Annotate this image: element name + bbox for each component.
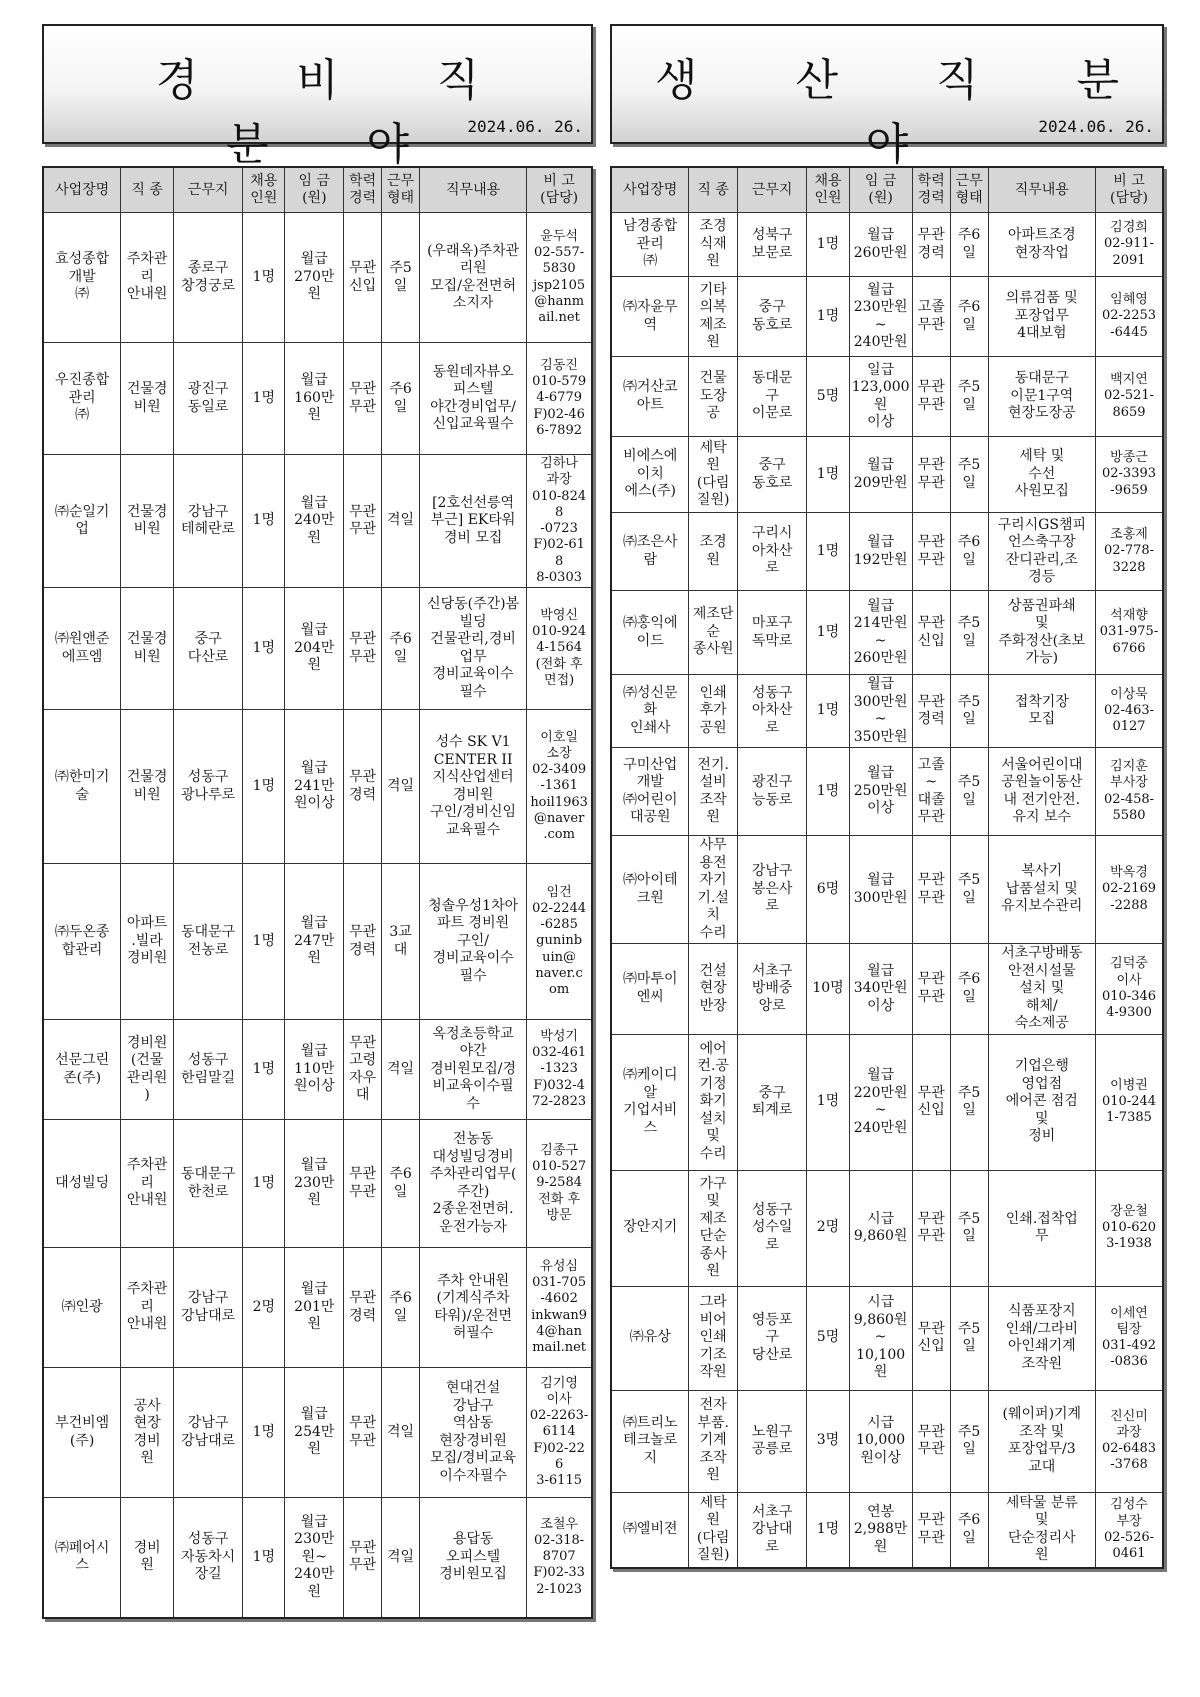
job-description-cell: 의류검품 및 포장업무 4대보험 xyxy=(988,277,1095,357)
work-shift-cell: 주5 일 xyxy=(382,213,420,343)
hire-count-cell: 1명 xyxy=(243,343,285,455)
job-description-cell: 서울어린이대 공원놀이동산 내 전기안전. 유지 보수 xyxy=(988,748,1095,836)
wage-cell: 월급 260만원 xyxy=(849,213,912,277)
work-location-cell: 영등포 구 당산로 xyxy=(737,1286,807,1390)
job-type-cell: 사무 용전 자기 기.설 치 수리 xyxy=(689,836,737,944)
company-name-cell: ㈜엘비젼 xyxy=(611,1492,689,1568)
table-row xyxy=(611,277,1163,357)
job-type-cell: 에어 컨.공 기정 화기 설치 및 수리 xyxy=(689,1034,737,1170)
wage-cell: 월급 240만 원 xyxy=(285,455,344,588)
company-name-cell: 우진종합 관리 ㈜ xyxy=(43,343,121,455)
security-date: 2024.06. 26. xyxy=(467,117,583,136)
column-header-hire-count: 채용 인원 xyxy=(243,167,285,213)
education-experience-cell: 무관 경력 xyxy=(344,864,382,1020)
job-type-cell: 인쇄 후가 공원 xyxy=(689,675,737,748)
work-shift-cell: 주5 일 xyxy=(950,1286,988,1390)
company-name-cell: ㈜조은사 람 xyxy=(611,513,689,591)
job-description-cell: 전농동 대성빌딩경비 주차관리업무( 주간) 2종운전면허. 운전가능자 xyxy=(419,1120,526,1248)
job-description-cell: 서초구방배동 안전시설물 설치 및 해체/ 숙소제공 xyxy=(988,944,1095,1035)
contact-info-cell: 박옥경 02-2169 -2288 xyxy=(1096,836,1163,944)
education-experience-cell: 무관 무관 xyxy=(912,513,950,591)
table-row xyxy=(611,1286,1163,1390)
job-type-cell: 건설 현장 반장 xyxy=(689,944,737,1035)
work-location-cell: 동대문구 한천로 xyxy=(173,1120,242,1248)
company-name-cell: ㈜순일기 업 xyxy=(43,455,121,588)
wage-cell: 월급 230만 원 xyxy=(285,1120,344,1248)
table-row xyxy=(43,343,592,455)
column-header-company-name: 사업장명 xyxy=(43,167,121,213)
education-experience-cell: 무관 무관 xyxy=(344,1120,382,1248)
work-location-cell: 노원구 공릉로 xyxy=(737,1390,807,1492)
work-shift-cell: 주6 일 xyxy=(950,944,988,1035)
wage-cell: 월급 220만원 ~ 240만원 xyxy=(849,1034,912,1170)
work-shift-cell: 주5 일 xyxy=(950,675,988,748)
table-row xyxy=(611,357,1163,437)
education-experience-cell: 무관 경력 xyxy=(912,675,950,748)
security-title-box xyxy=(42,24,593,170)
contact-info-cell: 김지훈 부사장 02-458- 5580 xyxy=(1096,748,1163,836)
company-name-cell: ㈜유상 xyxy=(611,1286,689,1390)
wage-cell: 월급 214만원 ~ 260만원 xyxy=(849,591,912,675)
hire-count-cell: 1명 xyxy=(807,437,849,513)
work-shift-cell: 주6 일 xyxy=(950,213,988,277)
work-shift-cell: 주5 일 xyxy=(950,836,988,944)
table-row xyxy=(43,1498,592,1618)
company-name-cell: ㈜마투이 엔씨 xyxy=(611,944,689,1035)
work-location-cell: 동대문 구 이문로 xyxy=(737,357,807,437)
hire-count-cell: 2명 xyxy=(807,1170,849,1286)
job-description-cell: 구리시GS챔피 언스축구장 잔디관리,조 경등 xyxy=(988,513,1095,591)
job-type-cell: 제조단 순 종사원 xyxy=(689,591,737,675)
table-row xyxy=(43,1120,592,1248)
job-type-cell: 기타 의복 제조 원 xyxy=(689,277,737,357)
column-header-wage: 임 금 (원) xyxy=(849,167,912,213)
table-row xyxy=(43,1368,592,1498)
table-row xyxy=(611,213,1163,277)
job-description-cell: 옥정초등학교 야간 경비원모집/경 비교육이수필 수 xyxy=(419,1020,526,1120)
work-shift-cell: 격일 xyxy=(382,1368,420,1498)
job-description-cell: 청솔우성1차아 파트 경비원 구인/ 경비교육이수 필수 xyxy=(419,864,526,1020)
wage-cell: 월급 250만원 이상 xyxy=(849,748,912,836)
table-row xyxy=(43,710,592,864)
job-type-cell: 건물 도장 공 xyxy=(689,357,737,437)
job-type-cell: 전기. 설비 조작 원 xyxy=(689,748,737,836)
table-row xyxy=(611,1170,1163,1286)
hire-count-cell: 1명 xyxy=(243,710,285,864)
company-name-cell: ㈜인광 xyxy=(43,1248,121,1368)
hire-count-cell: 5명 xyxy=(807,1286,849,1390)
company-name-cell: 선문그린 존(주) xyxy=(43,1020,121,1120)
education-experience-cell: 무관 무관 xyxy=(912,357,950,437)
wage-cell: 월급 270만 원 xyxy=(285,213,344,343)
job-description-cell: 기업은행 영업점 에어콘 점검 및 정비 xyxy=(988,1034,1095,1170)
job-type-cell: 세탁 원 (다림 질원) xyxy=(689,437,737,513)
contact-info-cell: 이상묵 02-463- 0127 xyxy=(1096,675,1163,748)
work-location-cell: 성동구 광나루로 xyxy=(173,710,242,864)
work-shift-cell: 3교 대 xyxy=(382,864,420,1020)
column-header-company-name: 사업장명 xyxy=(611,167,689,213)
work-shift-cell: 주6 일 xyxy=(382,1120,420,1248)
job-type-cell: 주차관 리 안내원 xyxy=(121,213,174,343)
company-name-cell: 효성종합 개발 ㈜ xyxy=(43,213,121,343)
contact-info-cell: 방종근 02-3393 -9659 xyxy=(1096,437,1163,513)
contact-info-cell: 김경희 02-911- 2091 xyxy=(1096,213,1163,277)
table-row xyxy=(611,836,1163,944)
education-experience-cell: 무관 경력 xyxy=(344,710,382,864)
contact-info-cell: 백지연 02-521- 8659 xyxy=(1096,357,1163,437)
hire-count-cell: 3명 xyxy=(807,1390,849,1492)
work-shift-cell: 주5 일 xyxy=(950,748,988,836)
table-row xyxy=(611,1390,1163,1492)
column-header-work-location: 근무지 xyxy=(173,167,242,213)
column-header-contact-info: 비 고 (담당) xyxy=(527,167,592,213)
company-name-cell: ㈜홍익에 이드 xyxy=(611,591,689,675)
table-row xyxy=(43,864,592,1020)
job-description-cell: 성수 SK V1 CENTER II 지식산업센터 경비원 구인/경비신임 교육필수 xyxy=(419,710,526,864)
work-location-cell: 성동구 성수일 로 xyxy=(737,1170,807,1286)
work-location-cell: 강남구 테헤란로 xyxy=(173,455,242,588)
column-header-work-shift: 근무 형태 xyxy=(950,167,988,213)
job-type-cell: 건물경 비원 xyxy=(121,588,174,710)
work-location-cell: 동대문구 전농로 xyxy=(173,864,242,1020)
work-location-cell: 성동구 자동차시 장길 xyxy=(173,1498,242,1618)
company-name-cell: 구미산업 개발 ㈜어린이 대공원 xyxy=(611,748,689,836)
education-experience-cell: 무관 무관 xyxy=(344,343,382,455)
wage-cell: 일급 123,000 원 이상 xyxy=(849,357,912,437)
job-type-cell: 조경 원 xyxy=(689,513,737,591)
contact-info-cell: 조철우 02-318- 8707 F)02-33 2-1023 xyxy=(527,1498,592,1618)
education-experience-cell: 고졸 ~ 대졸 무관 xyxy=(912,748,950,836)
work-shift-cell: 격일 xyxy=(382,455,420,588)
job-type-cell: 경비 원 xyxy=(121,1498,174,1618)
company-name-cell: 대성빌딩 xyxy=(43,1120,121,1248)
company-name-cell: ㈜한미기 술 xyxy=(43,710,121,864)
hire-count-cell: 1명 xyxy=(243,1368,285,1498)
company-name-cell: ㈜케이디 알 기업서비 스 xyxy=(611,1034,689,1170)
production-jobs-panel xyxy=(610,24,1164,1569)
column-header-work-shift: 근무 형태 xyxy=(382,167,420,213)
work-location-cell: 강남구 강남대로 xyxy=(173,1248,242,1368)
contact-info-cell: 유성심 031-705 -4602 inkwan9 4@han mail.net xyxy=(527,1248,592,1368)
wage-cell: 월급 254만 원 xyxy=(285,1368,344,1498)
wage-cell: 시급 10,000 원이상 xyxy=(849,1390,912,1492)
education-experience-cell: 무관 고령 자우 대 xyxy=(344,1020,382,1120)
contact-info-cell: 진신미 과장 02-6483 -3768 xyxy=(1096,1390,1163,1492)
work-location-cell: 서초구 방배중 앙로 xyxy=(737,944,807,1035)
company-name-cell: ㈜자윤무 역 xyxy=(611,277,689,357)
education-experience-cell: 무관 무관 xyxy=(344,588,382,710)
job-description-cell: (웨이퍼)기계 조작 및 포장업무/3 교대 xyxy=(988,1390,1095,1492)
contact-info-cell: 김종구 010-527 9-2584 전화 후 방문 xyxy=(527,1120,592,1248)
hire-count-cell: 1명 xyxy=(243,588,285,710)
work-location-cell: 중구 동호로 xyxy=(737,277,807,357)
education-experience-cell: 무관 무관 xyxy=(344,1368,382,1498)
job-description-cell: 현대건설 강남구 역삼동 현장경비원 모집/경비교육 이수자필수 xyxy=(419,1368,526,1498)
wage-cell: 월급 110만 원이상 xyxy=(285,1020,344,1120)
wage-cell: 월급 201만 원 xyxy=(285,1248,344,1368)
table-row xyxy=(611,748,1163,836)
table-row xyxy=(43,1248,592,1368)
contact-info-cell: 조홍제 02-778- 3228 xyxy=(1096,513,1163,591)
job-type-cell: 전자 부품. 기계 조작 원 xyxy=(689,1390,737,1492)
job-type-cell: 건물경 비원 xyxy=(121,710,174,864)
work-shift-cell: 주6 일 xyxy=(382,343,420,455)
work-location-cell: 광진구 능동로 xyxy=(737,748,807,836)
company-name-cell: ㈜원앤준 에프엠 xyxy=(43,588,121,710)
job-type-cell: 공사 현장 경비 원 xyxy=(121,1368,174,1498)
hire-count-cell: 1명 xyxy=(807,748,849,836)
company-name-cell: 부건비엠 (주) xyxy=(43,1368,121,1498)
contact-info-cell: 김동진 010-579 4-6779 F)02-46 6-7892 xyxy=(527,343,592,455)
contact-info-cell: 석재향 031-975- 6766 xyxy=(1096,591,1163,675)
wage-cell: 월급 204만 원 xyxy=(285,588,344,710)
wage-cell: 시급 9,860원 xyxy=(849,1170,912,1286)
education-experience-cell: 무관 무관 xyxy=(912,1390,950,1492)
work-location-cell: 종로구 창경궁로 xyxy=(173,213,242,343)
job-description-cell: 복사기 납품설치 및 유지보수관리 xyxy=(988,836,1095,944)
work-location-cell: 중구 퇴계로 xyxy=(737,1034,807,1170)
work-shift-cell: 주6 일 xyxy=(382,588,420,710)
security-jobs-panel xyxy=(42,24,593,1619)
hire-count-cell: 1명 xyxy=(807,675,849,748)
work-shift-cell: 주5 일 xyxy=(950,1390,988,1492)
education-experience-cell: 무관 무관 xyxy=(912,1492,950,1568)
table-row xyxy=(611,944,1163,1035)
table-row xyxy=(611,591,1163,675)
company-name-cell: ㈜거산코 아트 xyxy=(611,357,689,437)
table-row xyxy=(611,675,1163,748)
security-header-row xyxy=(43,167,592,213)
job-description-cell: 아파트조경 현장작업 xyxy=(988,213,1095,277)
wage-cell: 월급 300만원 xyxy=(849,836,912,944)
education-experience-cell: 무관 무관 xyxy=(912,437,950,513)
wage-cell: 월급 241만 원이상 xyxy=(285,710,344,864)
work-location-cell: 광진구 동일로 xyxy=(173,343,242,455)
work-shift-cell: 주6 일 xyxy=(950,513,988,591)
column-header-work-location: 근무지 xyxy=(737,167,807,213)
column-header-education-experience: 학력 경력 xyxy=(912,167,950,213)
work-shift-cell: 주6 일 xyxy=(950,277,988,357)
contact-info-cell: 이세연 팀장 031-492 -0836 xyxy=(1096,1286,1163,1390)
wage-cell: 월급 209만원 xyxy=(849,437,912,513)
work-location-cell: 중구 동호로 xyxy=(737,437,807,513)
hire-count-cell: 1명 xyxy=(243,213,285,343)
column-header-job-description: 직무내용 xyxy=(419,167,526,213)
job-type-cell: 아파트 .빌라 경비원 xyxy=(121,864,174,1020)
hire-count-cell: 10명 xyxy=(807,944,849,1035)
column-header-wage: 임 금 (원) xyxy=(285,167,344,213)
hire-count-cell: 1명 xyxy=(243,1498,285,1618)
job-description-cell: 동원데자뷰오 피스텔 야간경비업무/ 신입교육필수 xyxy=(419,343,526,455)
wage-cell: 월급 247만 원 xyxy=(285,864,344,1020)
job-description-cell: [2호선선릉역 부근] EK타워 경비 모집 xyxy=(419,455,526,588)
work-location-cell: 성동구 한림말길 xyxy=(173,1020,242,1120)
table-row xyxy=(43,455,592,588)
work-shift-cell: 주5 일 xyxy=(950,357,988,437)
security-jobs-table xyxy=(42,166,593,1619)
hire-count-cell: 1명 xyxy=(243,864,285,1020)
company-name-cell: ㈜두온종 합관리 xyxy=(43,864,121,1020)
contact-info-cell: 김기영 이사 02-2263- 6114 F)02-226 3-6115 xyxy=(527,1368,592,1498)
job-description-cell: 용답동 오피스텔 경비원모집 xyxy=(419,1498,526,1618)
wage-cell: 연봉 2,988만 원 xyxy=(849,1492,912,1568)
work-location-cell: 구리시 아차산 로 xyxy=(737,513,807,591)
column-header-hire-count: 채용 인원 xyxy=(807,167,849,213)
contact-info-cell: 김성수 부장 02-526- 0461 xyxy=(1096,1492,1163,1568)
contact-info-cell: 김덕중 이사 010-346 4-9300 xyxy=(1096,944,1163,1035)
job-type-cell: 건물경 비원 xyxy=(121,455,174,588)
work-location-cell: 서초구 강남대 로 xyxy=(737,1492,807,1568)
work-shift-cell: 주5 일 xyxy=(950,591,988,675)
company-name-cell: ㈜아이테 크원 xyxy=(611,836,689,944)
column-header-job-type: 직 종 xyxy=(121,167,174,213)
work-shift-cell: 격일 xyxy=(382,1020,420,1120)
education-experience-cell: 무관 신입 xyxy=(344,213,382,343)
table-row xyxy=(611,1034,1163,1170)
job-description-cell: 세탁 및 수선 사원모집 xyxy=(988,437,1095,513)
job-description-cell: 접착기장 모집 xyxy=(988,675,1095,748)
job-description-cell: 상품권파쇄 및 주화정산(초보 가능) xyxy=(988,591,1095,675)
job-type-cell: 건물경 비원 xyxy=(121,343,174,455)
production-jobs-table xyxy=(610,166,1164,1569)
contact-info-cell: 이호일 소장 02-3409 -1361 hoil1963 @naver .com xyxy=(527,710,592,864)
work-shift-cell: 주6 일 xyxy=(382,1248,420,1368)
education-experience-cell: 무관 신입 xyxy=(912,591,950,675)
job-description-cell: (우래옥)주차관 리원 모집/운전면허 소지자 xyxy=(419,213,526,343)
table-row xyxy=(43,588,592,710)
work-location-cell: 마포구 독막로 xyxy=(737,591,807,675)
contact-info-cell: 윤두석 02-557- 5830 jsp2105 @hanm ail.net xyxy=(527,213,592,343)
education-experience-cell: 무관 경력 xyxy=(912,213,950,277)
education-experience-cell: 무관 경력 xyxy=(344,1248,382,1368)
table-row xyxy=(611,513,1163,591)
hire-count-cell: 6명 xyxy=(807,836,849,944)
job-description-cell: 식품포장지 인쇄/그라비 아인쇄기계 조작원 xyxy=(988,1286,1095,1390)
production-title-box xyxy=(610,24,1164,170)
job-type-cell: 주차관 리 안내원 xyxy=(121,1248,174,1368)
job-description-cell: 신당동(주간)봄 빌딩 건물관리,경비 업무 경비교육이수 필수 xyxy=(419,588,526,710)
job-type-cell: 세탁 원 (다림 질원) xyxy=(689,1492,737,1568)
education-experience-cell: 무관 신입 xyxy=(912,1286,950,1390)
wage-cell: 월급 340만원 이상 xyxy=(849,944,912,1035)
production-section-title: 생 산 직 분 야 xyxy=(655,55,1161,170)
column-header-contact-info: 비 고 (담당) xyxy=(1096,167,1163,213)
contact-info-cell: 김하나 과장 010-8248 -0723 F)02-618 8-0303 xyxy=(527,455,592,588)
table-row xyxy=(43,213,592,343)
job-type-cell: 경비원 (건물 관리원 ) xyxy=(121,1020,174,1120)
contact-info-cell: 박성기 032-461 -1323 F)032-4 72-2823 xyxy=(527,1020,592,1120)
table-row xyxy=(611,1492,1163,1568)
education-experience-cell: 무관 무관 xyxy=(344,1498,382,1618)
education-experience-cell: 무관 무관 xyxy=(912,836,950,944)
work-shift-cell: 주6 일 xyxy=(950,1492,988,1568)
hire-count-cell: 1명 xyxy=(243,455,285,588)
production-header-row xyxy=(611,167,1163,213)
company-name-cell: 남경종합 관리 ㈜ xyxy=(611,213,689,277)
wage-cell: 월급 230만 원~ 240만 원 xyxy=(285,1498,344,1618)
job-type-cell: 가구 및 제조 단순 종사 원 xyxy=(689,1170,737,1286)
hire-count-cell: 1명 xyxy=(243,1120,285,1248)
hire-count-cell: 1명 xyxy=(807,277,849,357)
job-type-cell: 조경 식재 원 xyxy=(689,213,737,277)
education-experience-cell: 무관 신입 xyxy=(912,1034,950,1170)
work-location-cell: 강남구 봉은사 로 xyxy=(737,836,807,944)
work-location-cell: 강남구 강남대로 xyxy=(173,1368,242,1498)
company-name-cell: 비에스에 이치 에스(주) xyxy=(611,437,689,513)
company-name-cell: 장안지기 xyxy=(611,1170,689,1286)
contact-info-cell: 장운철 010-620 3-1938 xyxy=(1096,1170,1163,1286)
company-name-cell: ㈜트리노 테크놀로 지 xyxy=(611,1390,689,1492)
hire-count-cell: 5명 xyxy=(807,357,849,437)
contact-info-cell: 임혜영 02-2253 -6445 xyxy=(1096,277,1163,357)
production-date: 2024.06. 26. xyxy=(1038,117,1154,136)
contact-info-cell: 이병권 010-244 1-7385 xyxy=(1096,1034,1163,1170)
hire-count-cell: 1명 xyxy=(243,1020,285,1120)
hire-count-cell: 1명 xyxy=(807,213,849,277)
hire-count-cell: 1명 xyxy=(807,591,849,675)
job-description-cell: 동대문구 이문1구역 현장도장공 xyxy=(988,357,1095,437)
hire-count-cell: 1명 xyxy=(807,513,849,591)
contact-info-cell: 박영신 010-924 4-1564 (전화 후 면접) xyxy=(527,588,592,710)
column-header-education-experience: 학력 경력 xyxy=(344,167,382,213)
table-row xyxy=(43,1020,592,1120)
work-shift-cell: 주5 일 xyxy=(950,1170,988,1286)
education-experience-cell: 무관 무관 xyxy=(912,1170,950,1286)
job-description-cell: 주차 안내원 (기계식주차 타워)/운전면 허필수 xyxy=(419,1248,526,1368)
hire-count-cell: 1명 xyxy=(807,1492,849,1568)
education-experience-cell: 무관 무관 xyxy=(912,944,950,1035)
work-location-cell: 중구 다산로 xyxy=(173,588,242,710)
work-location-cell: 성북구 보문로 xyxy=(737,213,807,277)
column-header-job-description: 직무내용 xyxy=(988,167,1095,213)
education-experience-cell: 고졸 무관 xyxy=(912,277,950,357)
job-description-cell: 인쇄.접착업 무 xyxy=(988,1170,1095,1286)
job-description-cell: 세탁물 분류 및 단순정리사 원 xyxy=(988,1492,1095,1568)
wage-cell: 시급 9,860원 ~ 10,100 원 xyxy=(849,1286,912,1390)
work-shift-cell: 주5 일 xyxy=(950,1034,988,1170)
hire-count-cell: 2명 xyxy=(243,1248,285,1368)
column-header-job-type: 직 종 xyxy=(689,167,737,213)
job-type-cell: 주차관 리 안내원 xyxy=(121,1120,174,1248)
company-name-cell: ㈜성신문 화 인쇄사 xyxy=(611,675,689,748)
table-row xyxy=(611,437,1163,513)
education-experience-cell: 무관 무관 xyxy=(344,455,382,588)
wage-cell: 월급 160만 원 xyxy=(285,343,344,455)
work-shift-cell: 주5 일 xyxy=(950,437,988,513)
job-type-cell: 그라 비어 인쇄 기조 작원 xyxy=(689,1286,737,1390)
wage-cell: 월급 300만원 ~ 350만원 xyxy=(849,675,912,748)
contact-info-cell: 임건 02-2244 -6285 guninb uin@ naver.c om xyxy=(527,864,592,1020)
work-shift-cell: 격일 xyxy=(382,710,420,864)
wage-cell: 월급 192만원 xyxy=(849,513,912,591)
wage-cell: 월급 230만원 ~ 240만원 xyxy=(849,277,912,357)
security-section-title: 경 비 직 분 야 xyxy=(155,55,522,170)
company-name-cell: ㈜페어시 스 xyxy=(43,1498,121,1618)
hire-count-cell: 1명 xyxy=(807,1034,849,1170)
work-location-cell: 성동구 아차산 로 xyxy=(737,675,807,748)
work-shift-cell: 격일 xyxy=(382,1498,420,1618)
